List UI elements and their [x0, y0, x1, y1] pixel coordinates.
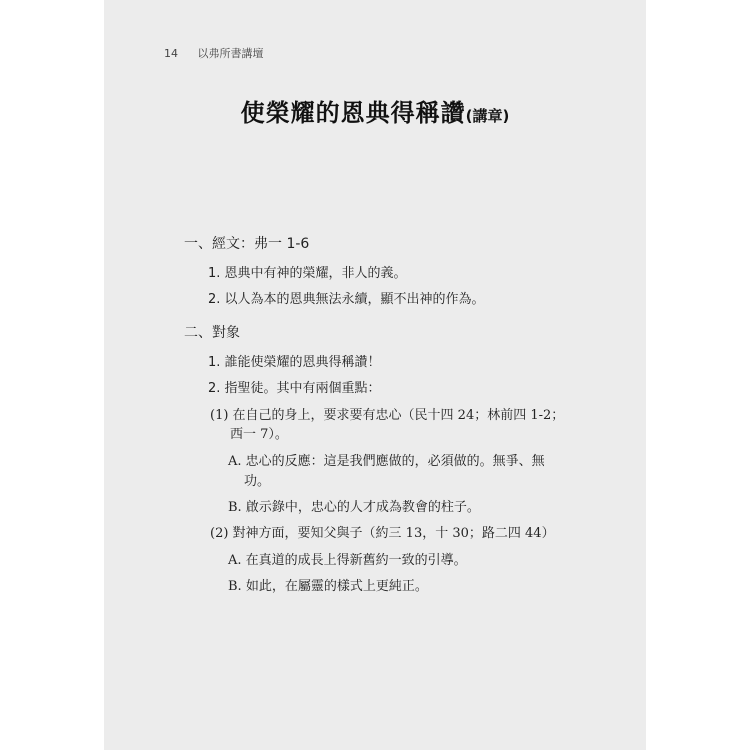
chapter-title-main: 使榮耀的恩典得稱讚 — [240, 99, 466, 127]
list-item: B. 如此，在屬靈的樣式上更純正。 — [228, 579, 428, 594]
book-page — [104, 0, 646, 750]
running-header — [164, 45, 264, 61]
section-heading-audience: 二、對象 — [184, 325, 240, 341]
list-item: 2. 以人為本的恩典無法永續，顯不出神的作為。 — [208, 292, 485, 307]
list-item: 西一 7）。 — [230, 427, 288, 442]
list-item: 1. 誰能使榮耀的恩典得稱讚！ — [208, 355, 381, 370]
list-item: (2) 對神方面，要知父與子（約三 13，十 30；路二四 44） — [210, 526, 555, 541]
section-heading-scripture: 一、經文：弗一 1-6 — [184, 236, 310, 252]
list-item: 功。 — [244, 474, 271, 489]
list-item: 1. 恩典中有神的榮耀，非人的義。 — [208, 266, 407, 281]
book-title: 以弗所書講壇 — [197, 47, 264, 60]
list-item: A. 忠心的反應：這是我們應做的，必須做的。無爭、無 — [228, 454, 545, 469]
list-item: (1) 在自己的身上，要求要有忠心（民十四 24；林前四 1-2； — [210, 408, 565, 423]
list-item: 2. 指聖徒。其中有兩個重點： — [208, 381, 381, 396]
list-item: B. 啟示錄中，忠心的人才成為教會的柱子。 — [228, 500, 480, 515]
chapter-title-sub: (講章) — [465, 107, 510, 125]
chapter-title — [104, 93, 646, 128]
page-number: 14 — [164, 47, 178, 60]
list-item: A. 在真道的成長上得新舊約一致的引導。 — [228, 553, 467, 568]
